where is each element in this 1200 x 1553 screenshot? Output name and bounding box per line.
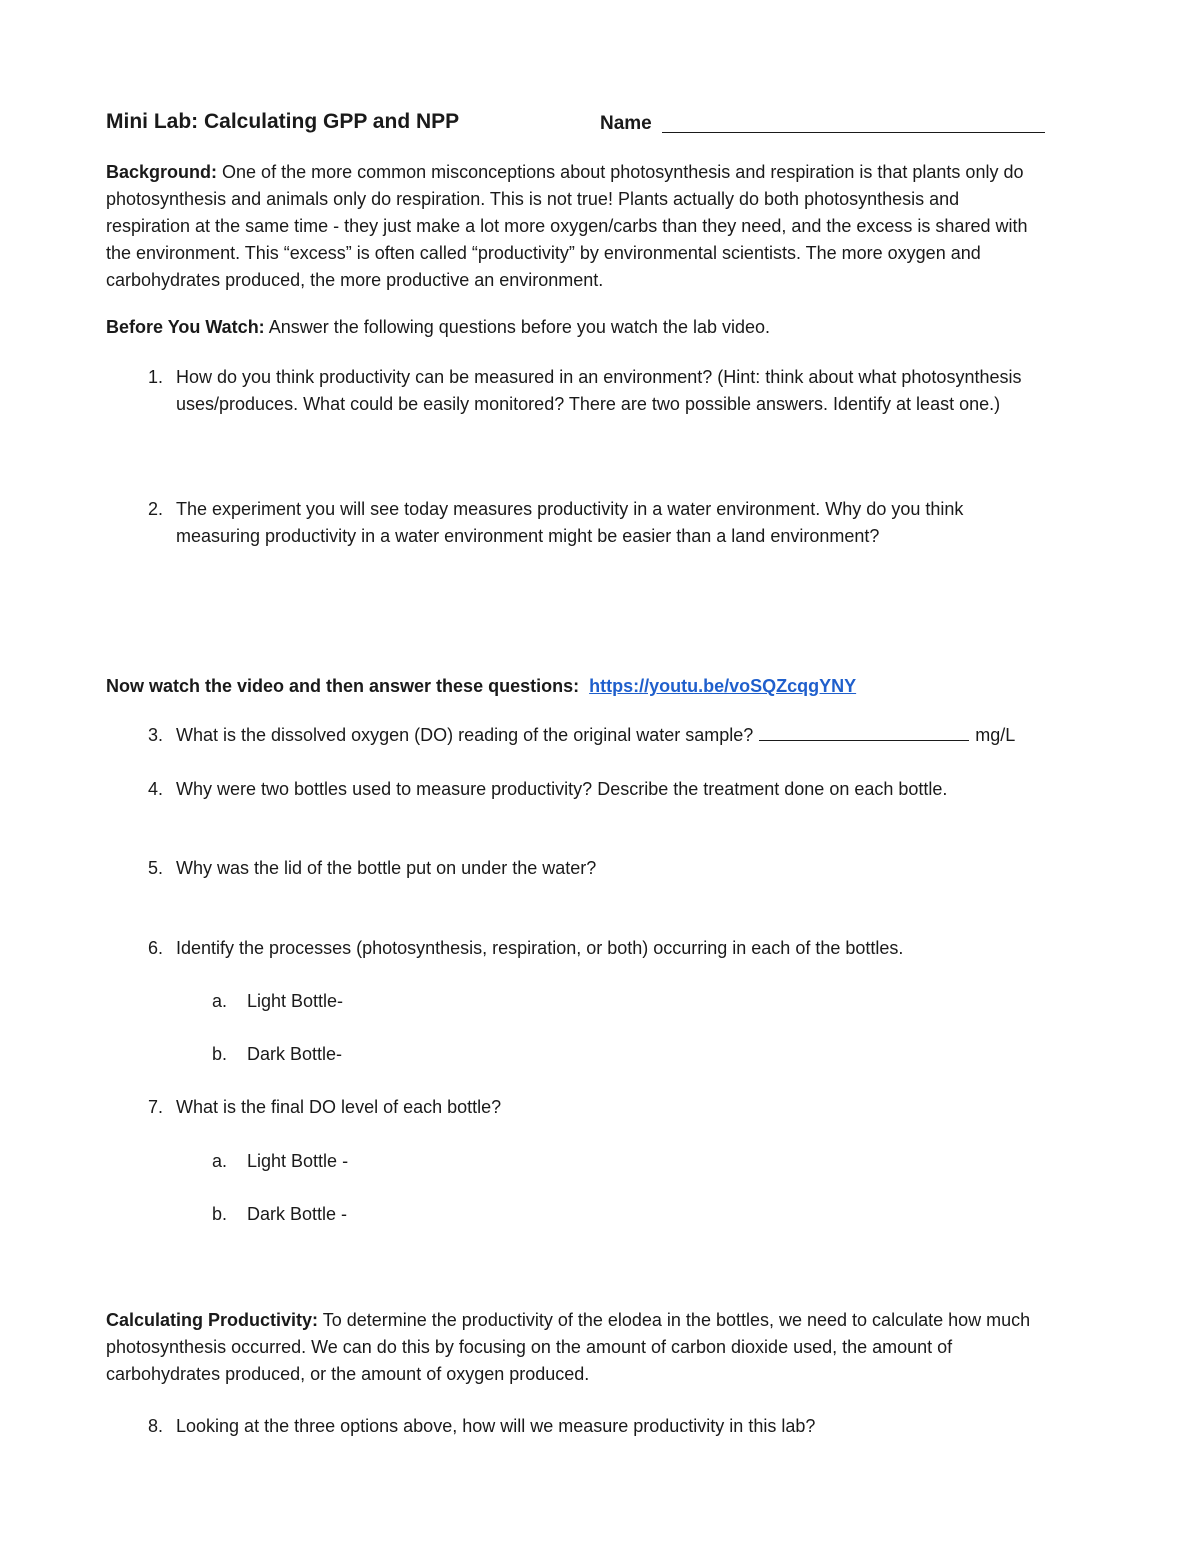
question-8 xyxy=(106,1413,1126,1440)
question-number: 2. xyxy=(148,499,164,519)
question-7-text: What is the final DO level of each bottle? xyxy=(176,1097,502,1117)
question-number: 5. xyxy=(148,858,164,878)
question-8-text: Looking at the three options above, how will we measure productivity in this lab? xyxy=(176,1416,816,1436)
question-6-text: Identify the processes (photosynthesis, respiration, or both) occurring in each of the bottles. xyxy=(176,938,904,958)
question-2-line-1: The experiment you will see today measures productivity in a water environment. Why do you think xyxy=(176,499,964,519)
question-5-text: Why was the lid of the bottle put on under the water? xyxy=(176,858,597,878)
question-4-text: Why were two bottles used to measure productivity? Describe the treatment done on each bottle. xyxy=(176,779,948,799)
question-3-text: What is the dissolved oxygen (DO) reading of the original water sample? xyxy=(176,725,754,745)
before-watch-label: Before You Watch: xyxy=(106,317,265,337)
question-6 xyxy=(106,935,1126,962)
calculating-line-3: carbohydrates produced, or the amount of oxygen produced. xyxy=(106,1364,590,1384)
question-2-line-2: measuring productivity in a water environment might be easier than a land environment? xyxy=(176,526,880,546)
question-3 xyxy=(106,722,1126,749)
question-1 xyxy=(106,364,1126,418)
before-watch-instruction xyxy=(106,314,1126,341)
sub-item xyxy=(212,1148,348,1175)
background-paragraph xyxy=(106,159,1126,294)
background-line-5: carbohydrates produced, the more productive an environment. xyxy=(106,270,604,290)
now-watch-instruction xyxy=(106,673,1126,700)
question-number: 4. xyxy=(148,779,164,799)
background-line-1: One of the more common misconceptions about photosynthesis and respiration is that plants only do xyxy=(222,162,1024,182)
sub-item xyxy=(212,988,343,1015)
background-line-3: respiration at the same time - they just make a lot more oxygen/carbs than they need, and the excess is shared with xyxy=(106,216,1028,236)
sub-item xyxy=(212,1201,347,1228)
sub-item-text: Dark Bottle - xyxy=(247,1204,348,1224)
sub-item-text: Light Bottle - xyxy=(247,1151,349,1171)
before-watch-text: Answer the following questions before you watch the lab video. xyxy=(268,317,771,337)
question-7 xyxy=(106,1094,1126,1121)
do-reading-answer-line[interactable] xyxy=(759,722,969,741)
sub-item-text: Light Bottle- xyxy=(247,991,344,1011)
question-2 xyxy=(106,496,1126,550)
question-1-line-2: uses/produces. What could be easily monitored? There are two possible answers. Identify at least one.) xyxy=(176,394,1001,414)
question-number: 1. xyxy=(148,367,164,387)
question-number: 8. xyxy=(148,1416,164,1436)
question-5 xyxy=(106,855,1126,882)
sub-item xyxy=(212,1041,342,1068)
calculating-label: Calculating Productivity: xyxy=(106,1310,319,1330)
sub-item-letter: a. xyxy=(212,991,228,1011)
background-line-4: the environment. This “excess” is often called “productivity” by environmental scientists. The more oxygen and xyxy=(106,243,981,263)
name-field-line[interactable] xyxy=(662,132,1045,133)
calculating-paragraph xyxy=(106,1307,1126,1388)
question-1-line-1: How do you think productivity can be measured in an environment? (Hint: think about what photosynthesis xyxy=(176,367,1022,387)
sub-item-text: Dark Bottle- xyxy=(247,1044,343,1064)
background-line-2: photosynthesis and animals only do respiration. This is not true! Plants actually do both photosynthesis and xyxy=(106,189,960,209)
sub-item-letter: b. xyxy=(212,1204,228,1224)
calculating-line-2: photosynthesis occurred. We can do this by focusing on the amount of carbon dioxide used, the amount of xyxy=(106,1337,953,1357)
background-label: Background: xyxy=(106,162,218,182)
video-link[interactable]: https://youtu.be/voSQZcqgYNY xyxy=(589,676,857,696)
unit-label: mg/L xyxy=(975,725,1016,745)
calculating-line-1: To determine the productivity of the elodea in the bottles, we need to calculate how much xyxy=(322,1310,1031,1330)
question-4 xyxy=(106,776,1126,803)
now-watch-label: Now watch the video and then answer these questions: xyxy=(106,676,580,696)
question-number: 6. xyxy=(148,938,164,958)
sub-item-letter: a. xyxy=(212,1151,228,1171)
question-number: 3. xyxy=(148,725,164,745)
page-title: Mini Lab: Calculating GPP and NPP xyxy=(106,110,460,133)
question-number: 7. xyxy=(148,1097,164,1117)
name-label: Name xyxy=(600,113,652,134)
sub-item-letter: b. xyxy=(212,1044,228,1064)
